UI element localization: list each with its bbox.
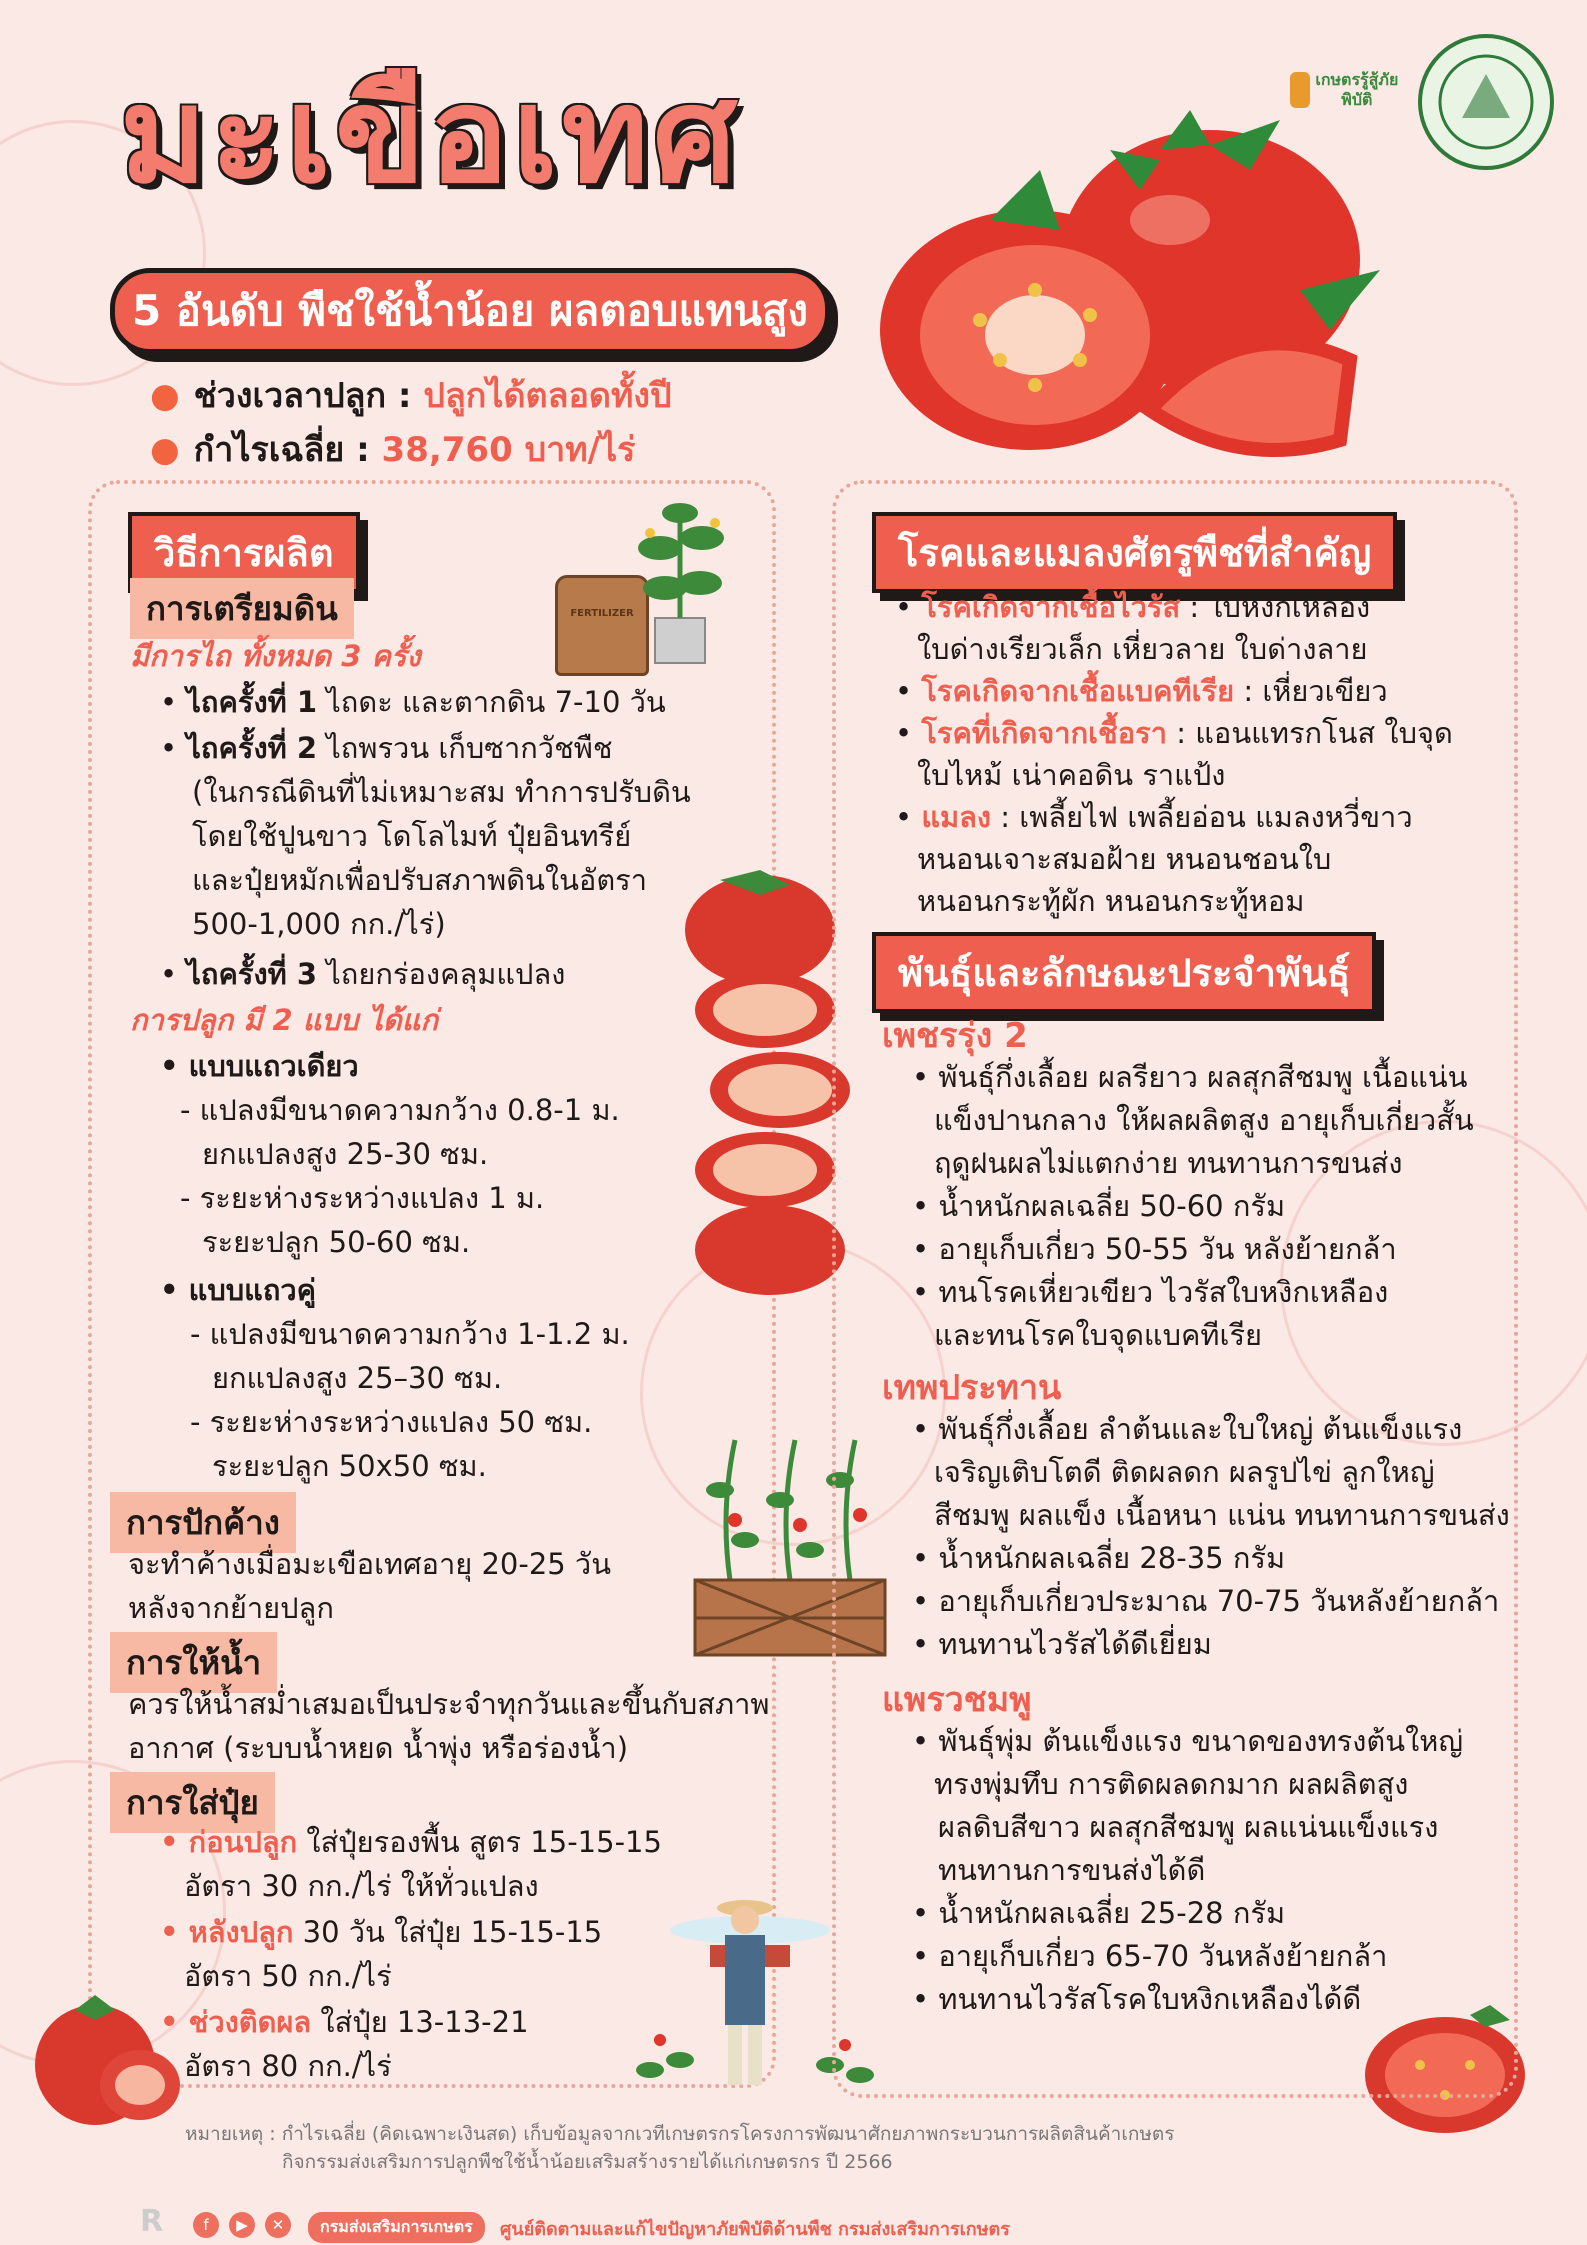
- variety-1-harvest: อายุเก็บเกี่ยว 50-55 วัน หลังย้ายกล้า: [938, 1232, 1397, 1266]
- department-seal-icon: [1418, 34, 1554, 170]
- tomato-illustration: [860, 110, 1420, 490]
- youtube-icon[interactable]: ▶: [229, 2212, 255, 2238]
- variety-3-details: • พันธุ์พุ่ม ต้นแข็งแรง ขนาดของทรงต้นใหญ่ ทรงพุ่มทึบ การติดผลดกมาก ผลผลิตสูง ผลดิบสีขาว ผลสุกสีชมพู ผลแน่นแข็งแรง ทนทานการขนส่งได้ดี • น้ำหนักผลเฉลี่ย 25-28 กรัม • อายุเก็บเกี่ยว 65-70 วันหลังย้ายกล้า • ทนทานไวรัสโรคใบหงิกเหลืองได้ดี: [912, 1724, 1464, 2016]
- fert-after-label: หลังปลูก: [188, 1915, 294, 1949]
- department-badge[interactable]: กรมส่งเสริมการเกษตร: [308, 2212, 485, 2243]
- fert-fruiting-text: ใส่ปุ๋ย 13-13-21: [320, 2005, 529, 2039]
- variety-2-line: สีชมพู ผลแข็ง เนื้อหนา แน่น ทนทานการขนส่ง: [934, 1498, 1510, 1532]
- double-row-label: • แบบแถวคู่: [160, 1273, 317, 1307]
- double-row-details: [190, 1312, 630, 1488]
- double-row-label-text: แบบแถวคู่: [188, 1273, 317, 1307]
- fertilizing-heading: การใส่ปุ๋ย: [110, 1772, 275, 1833]
- pest-virus-text: : ใบหงิกเหลือง: [1180, 590, 1371, 624]
- variety-1-resistance: ทนโรคเหี่ยวเขียว ไวรัสใบหงิกเหลือง: [938, 1275, 1389, 1309]
- subtitle-banner: 5 อันดับ พืชใช้น้ำน้อย ผลตอบแทนสูง: [110, 268, 830, 354]
- tillage-3-label: ไถครั้งที่ 3: [186, 957, 317, 991]
- pest-fungus-text: : แอนแทรกโนส ใบจุด: [1167, 716, 1453, 750]
- fert-fruiting-label: ช่วงติดผล: [188, 2005, 312, 2039]
- fert-before-planting: • ก่อนปลูก ใส่ปุ๋ยรองพื้น สูตร 15-15-15 อัตรา 30 กก./ไร่ ให้ทั่วแปลง: [160, 1820, 662, 1908]
- pest-bacteria-text: : เหี่ยวเขียว: [1234, 674, 1388, 708]
- footer-logo: R: [140, 2204, 164, 2239]
- tillage-3-text: ไถยกร่องคลุมแปลง: [326, 957, 566, 991]
- tillage-2-note-line: โดยใช้ปูนขาว โดโลไมท์ ปุ๋ยอินทรีย์: [192, 819, 632, 853]
- profit-label: กำไรเฉลี่ย: [193, 430, 345, 470]
- double-row-line: ยกแปลงสูง 25–30 ซม.: [212, 1361, 503, 1395]
- varieties-heading: พันธุ์และลักษณะประจำพันธุ์: [872, 932, 1376, 1013]
- tillage-1-text: ไถดะ และตากดิน 7-10 วัน: [326, 685, 666, 719]
- fert-before-text: ใส่ปุ๋ยรองพื้น สูตร 15-15-15: [306, 1825, 662, 1859]
- single-row-line: ยกแปลงสูง 25-30 ซม.: [202, 1137, 489, 1171]
- production-heading: วิธีการผลิต: [128, 512, 360, 593]
- single-row-details: [180, 1088, 620, 1264]
- variety-1-name: เพชรรุ่ง 2: [882, 1016, 1028, 1056]
- tillage-2-note-line: และปุ๋ยหมักเพื่อปรับสภาพดินในอัตรา: [192, 863, 648, 897]
- tillage-2-label: ไถครั้งที่ 2: [186, 731, 317, 765]
- variety-1-resistance: และทนโรคใบจุดแบคทีเรีย: [934, 1318, 1263, 1352]
- variety-2-details: • พันธุ์กึ่งเลื้อย ลำต้นและใบใหญ่ ต้นแข็งแรง เจริญเติบโตดี ติดผลดก ผลรูปไข่ ลูกใหญ่ สีชมพู ผลแข็ง เนื้อหนา แน่น ทนทานการขนส่ง • น้ำหนักผลเฉลี่ย 28-35 กรัม • อายุเก็บเกี่ยวประมาณ 70-75 วันหลังย้ายกล้า • ทนทานไวรัสได้ดีเยี่ยม: [912, 1412, 1510, 1661]
- x-icon[interactable]: ✕: [265, 2212, 291, 2238]
- variety-3-line: พันธุ์พุ่ม ต้นแข็งแรง ขนาดของทรงต้นใหญ่: [938, 1724, 1464, 1758]
- variety-3-line: ทนทานการขนส่งได้ดี: [938, 1853, 1206, 1887]
- single-row-line: - แปลงมีขนาดความกว้าง 0.8-1 ม.: [180, 1093, 620, 1127]
- footnote-line: หมายเหตุ : กำไรเฉลี่ย (คิดเฉพาะเงินสด) เก็บข้อมูลจากเวทีเกษตรกรโครงการพัฒนาศักยภาพกระบวนการผลิตสินค้าเกษตร: [185, 2123, 1175, 2145]
- watering-heading: การให้น้ำ: [110, 1632, 277, 1693]
- brand-logo-text: เกษตรรู้สู้ภัยพิบัติ: [1315, 70, 1399, 109]
- double-row-line: - แปลงมีขนาดความกว้าง 1-1.2 ม.: [190, 1317, 630, 1351]
- fert-fruiting-rate: อัตรา 80 กก./ไร่: [184, 2049, 392, 2083]
- fert-after-planting: • หลังปลูก 30 วัน ใส่ปุ๋ย 15-15-15 อัตรา 50 กก./ไร่: [160, 1910, 602, 1998]
- tillage-3: • ไถครั้งที่ 3 ไถยกร่องคลุมแปลง: [160, 957, 566, 991]
- corner-tomato-left-icon: [25, 1985, 185, 2135]
- staking-heading: การปักค้าง: [110, 1492, 296, 1553]
- footer-center-text: ศูนย์ติดตามและแก้ไขปัญหาภัยพิบัติด้านพืช กรมส่งเสริมการเกษตร: [500, 2219, 1010, 2240]
- variety-2-name: เทพประทาน: [882, 1368, 1062, 1408]
- tillage-1: • ไถครั้งที่ 1 ไถดะ และตากดิน 7-10 วัน: [160, 685, 666, 719]
- pest-bacteria-label: โรคเกิดจากเชื้อแบคทีเรีย: [921, 674, 1235, 708]
- fert-after-rate: อัตรา 50 กก./ไร่: [184, 1959, 392, 1993]
- pest-insect-more: หนอนเจาะสมอฝ้าย หนอนชอนใบ: [917, 842, 1332, 876]
- staking-text: [128, 1542, 611, 1630]
- double-row-line: ระยะปลูก 50x50 ซม.: [212, 1449, 487, 1483]
- tomato-plant-icon: [620, 488, 740, 668]
- fert-before-rate: อัตรา 30 กก./ไร่ ให้ทั่วแปลง: [184, 1869, 539, 1903]
- profit-value: 38,760 บาท/ไร่: [381, 430, 636, 470]
- brand-logo: [1290, 70, 1400, 110]
- soil-prep-heading: การเตรียมดิน: [130, 578, 354, 639]
- variety-2-weight: น้ำหนักผลเฉลี่ย 28-35 กรัม: [938, 1541, 1286, 1575]
- pest-insect-text: : เพลี้ยไฟ เพลี้ยอ่อน แมลงหวี่ขาว: [991, 800, 1413, 834]
- variety-3-line: ทรงพุ่มทึบ การติดผลดกมาก ผลผลิตสูง: [934, 1767, 1409, 1801]
- variety-3-weight: น้ำหนักผลเฉลี่ย 25-28 กรัม: [938, 1896, 1286, 1930]
- variety-1-weight: น้ำหนักผลเฉลี่ย 50-60 กรัม: [938, 1189, 1286, 1223]
- planting-value: ปลูกได้ตลอดทั้งปี: [423, 376, 672, 416]
- variety-2-line: พันธุ์กึ่งเลื้อย ลำต้นและใบใหญ่ ต้นแข็งแรง: [938, 1412, 1463, 1446]
- pests-list: • โรคเกิดจากเชื้อไวรัส : ใบหงิกเหลือง ใบด่างเรียวเล็ก เหี่ยวลาย ใบด่างลาย • โรคเกิดจากเชื้อแบคทีเรีย : เหี่ยวเขียว • โรคที่เกิดจากเชื้อรา : แอนแทรกโนส ใบจุด ใบไหม้ เน่าคอดิน ราแป้ง • แมลง : เพลี้ยไฟ เพลี้ยอ่อน แมลงหวี่ขาว หนอนเจาะสมอฝ้าย หนอนชอนใบ หนอนกระทู้ผัก หนอนกระทู้หอม: [895, 586, 1453, 922]
- variety-1-details: • พันธุ์กึ่งเลื้อย ผลรียาว ผลสุกสีชมพู เนื้อแน่น แข็งปานกลาง ให้ผลผลิตสูง อายุเก็บเกี่ยวสั้น ฤดูฝนผลไม่แตกง่าย ทนทานการขนส่ง • น้ำหนักผลเฉลี่ย 50-60 กรัม • อายุเก็บเกี่ยว 50-55 วัน หลังย้ายกล้า • ทนโรคเหี่ยวเขียว ไวรัสใบหงิกเหลือง และทนโรคใบจุดแบคทีเรีย: [912, 1056, 1474, 1357]
- variety-1-line: พันธุ์กึ่งเลื้อย ผลรียาว ผลสุกสีชมพู เนื้อแน่น: [938, 1060, 1468, 1094]
- tillage-2-note: [192, 770, 691, 946]
- facebook-icon[interactable]: f: [193, 2212, 219, 2238]
- pest-insect-more: หนอนกระทู้ผัก หนอนกระทู้หอม: [917, 884, 1305, 918]
- planting-intro: การปลูก มี 2 แบบ ได้แก่: [130, 1003, 439, 1037]
- variety-3-resistance: ทนทานไวรัสโรคใบหงิกเหลืองได้ดี: [938, 1982, 1362, 2016]
- watering-text: [128, 1682, 770, 1770]
- staking-line: จะทำค้างเมื่อมะเขือเทศอายุ 20-25 วัน: [128, 1547, 612, 1581]
- variety-2-harvest: อายุเก็บเกี่ยวประมาณ 70-75 วันหลังย้ายกล้า: [938, 1584, 1500, 1618]
- variety-1-line: ฤดูฝนผลไม่แตกง่าย ทนทานการขนส่ง: [934, 1146, 1403, 1180]
- single-row-label: • แบบแถวเดียว: [160, 1049, 359, 1083]
- pest-virus-label: โรคเกิดจากเชื้อไวรัส: [921, 590, 1181, 624]
- single-row-line: - ระยะห่างระหว่างแปลง 1 ม.: [180, 1181, 545, 1215]
- variety-3-line: ผลดิบสีขาว ผลสุกสีชมพู ผลแน่นแข็งแรง: [938, 1810, 1439, 1844]
- tillage-2-note-line: (ในกรณีดินที่ไม่เหมาะสม ทำการปรับดิน: [192, 775, 691, 809]
- tillage-2-note-line: 500-1,000 กก./ไร่): [192, 907, 446, 941]
- pest-insect-label: แมลง: [921, 800, 992, 834]
- variety-1-line: แข็งปานกลาง ให้ผลผลิตสูง อายุเก็บเกี่ยวสั้น: [934, 1103, 1474, 1137]
- planting-label: ช่วงเวลาปลูก: [193, 376, 387, 416]
- pests-heading: โรคและแมลงศัตรูพืชที่สำคัญ: [872, 512, 1397, 593]
- variety-3-harvest: อายุเก็บเกี่ยว 65-70 วันหลังย้ายกล้า: [938, 1939, 1388, 1973]
- footnote: [185, 2120, 1174, 2176]
- variety-3-name: แพรวชมพู: [882, 1680, 1032, 1720]
- watering-line: อากาศ (ระบบน้ำหยด น้ำพุ่ง หรือร่องน้ำ): [128, 1731, 629, 1765]
- fert-fruiting: • ช่วงติดผล ใส่ปุ๋ย 13-13-21 อัตรา 80 กก./ไร่: [160, 2000, 529, 2088]
- variety-2-resistance: ทนทานไวรัสได้ดีเยี่ยม: [938, 1627, 1212, 1661]
- pest-fungus-more: ใบไหม้ เน่าคอดิน ราแป้ง: [917, 758, 1226, 792]
- fertilizer-bag-label: FERTILIZER: [570, 608, 634, 619]
- footnote-line: กิจกรรมส่งเสริมการปลูกพืชใช้น้ำน้อยเสริมสร้างรายได้แก่เกษตรกร ปี 2566: [282, 2151, 893, 2173]
- variety-2-line: เจริญเติบโตดี ติดผลดก ผลรูปไข่ ลูกใหญ่: [934, 1455, 1435, 1489]
- tillage-2-text: ไถพรวน เก็บซากวัชพืช: [326, 731, 613, 765]
- tillage-1-label: ไถครั้งที่ 1: [186, 685, 317, 719]
- single-row-line: ระยะปลูก 50-60 ซม.: [202, 1225, 471, 1259]
- double-row-line: - ระยะห่างระหว่างแปลง 50 ซม.: [190, 1405, 593, 1439]
- tillage-2: • ไถครั้งที่ 2 ไถพรวน เก็บซากวัชพืช: [160, 731, 613, 765]
- fert-after-text: 30 วัน ใส่ปุ๋ย 15-15-15: [302, 1915, 603, 1949]
- social-links: [193, 2212, 291, 2238]
- fist-icon: [1290, 72, 1310, 108]
- staking-line: หลังจากย้ายปลูก: [128, 1591, 334, 1625]
- average-profit: ● กำไรเฉลี่ย : 38,760 บาท/ไร่: [150, 430, 636, 470]
- tillage-intro: มีการไถ ทั้งหมด 3 ครั้ง: [130, 639, 421, 673]
- single-row-label-text: แบบแถวเดียว: [188, 1049, 359, 1083]
- pest-fungus-label: โรคที่เกิดจากเชื้อรา: [921, 716, 1168, 750]
- page-title: มะเขือเทศ: [120, 59, 741, 213]
- fert-before-label: ก่อนปลูก: [188, 1825, 298, 1859]
- planting-period: ● ช่วงเวลาปลูก : ปลูกได้ตลอดทั้งปี: [150, 376, 672, 416]
- pest-virus-more: ใบด่างเรียวเล็ก เหี่ยวลาย ใบด่างลาย: [917, 632, 1368, 666]
- watering-line: ควรให้น้ำสม่ำเสมอเป็นประจำทุกวันและขึ้นกับสภาพ: [128, 1687, 770, 1721]
